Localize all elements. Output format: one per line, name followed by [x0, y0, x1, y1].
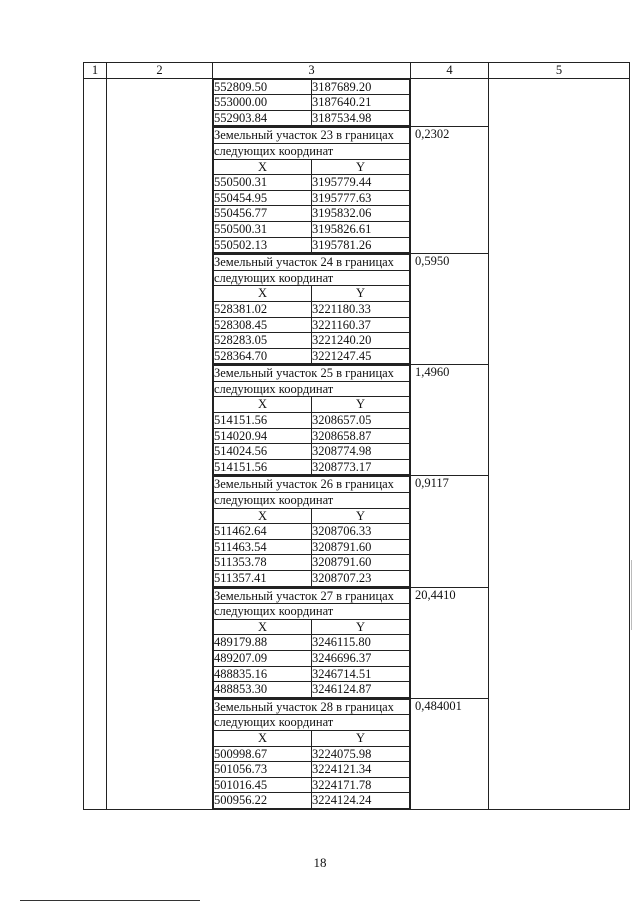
margin-scan-mark: [631, 560, 632, 630]
y-coordinate: 3224075.98: [312, 746, 410, 762]
axis-header-row: [214, 508, 410, 524]
axis-header-row: [214, 286, 410, 302]
coordinate-row: [214, 459, 410, 475]
coordinate-row: [214, 555, 410, 571]
x-coordinate: 511357.41: [214, 571, 312, 587]
y-axis-header: Y: [312, 397, 410, 413]
y-coordinate: 3208773.17: [312, 459, 410, 475]
parcel-caption: следующих координат: [214, 715, 410, 731]
parcel-caption: следующих координат: [214, 381, 410, 397]
parcel-caption-row: [214, 477, 410, 493]
parcel-caption-row: [214, 604, 410, 620]
coordinate-row: [214, 333, 410, 349]
parcel-coordinates-cell: [213, 587, 411, 698]
x-coordinate: 489207.09: [214, 650, 312, 666]
coordinate-row: [214, 79, 410, 95]
parcel-caption: следующих координат: [214, 493, 410, 509]
y-coordinate: 3187689.20: [312, 79, 410, 95]
parcel-caption-row: [214, 699, 410, 715]
x-axis-header: X: [214, 730, 312, 746]
parcel-area: 0,484001: [411, 698, 489, 809]
x-coordinate: 550454.95: [214, 190, 312, 206]
parcel-caption: Земельный участок 26 в границах: [214, 477, 410, 493]
parcel-area: 20,4410: [411, 587, 489, 698]
y-axis-header: Y: [312, 619, 410, 635]
coordinate-row: [214, 348, 410, 364]
column-5-cell: [489, 78, 630, 809]
coordinate-row: [214, 206, 410, 222]
x-coordinate: 488835.16: [214, 666, 312, 682]
y-coordinate: 3195781.26: [312, 237, 410, 253]
parcel-caption: Земельный участок 27 в границах: [214, 588, 410, 604]
parcel-caption-row: [214, 366, 410, 382]
coordinate-list: [213, 588, 410, 698]
y-coordinate: 3208791.60: [312, 555, 410, 571]
column-1-cell: [84, 78, 107, 809]
column-1-header: 1: [84, 63, 107, 79]
parcel-caption-row: [214, 381, 410, 397]
coordinate-row: [214, 777, 410, 793]
y-coordinate: 3208657.05: [312, 413, 410, 429]
y-coordinate: 3195826.61: [312, 221, 410, 237]
x-coordinate: 501016.45: [214, 777, 312, 793]
y-coordinate: 3208791.60: [312, 539, 410, 555]
column-4-header: 4: [411, 63, 489, 79]
parcel-coordinates-cell: [213, 78, 411, 127]
y-coordinate: 3246124.87: [312, 682, 410, 698]
parcel-caption: Земельный участок 28 в границах: [214, 699, 410, 715]
coordinate-row: [214, 762, 410, 778]
coordinate-row: [214, 175, 410, 191]
x-axis-header: X: [214, 508, 312, 524]
y-coordinate: 3246115.80: [312, 635, 410, 651]
coordinate-list: [213, 476, 410, 586]
coordinate-list: [213, 254, 410, 364]
parcel-coordinates-cell: [213, 476, 411, 587]
parcel-coordinates-cell: [213, 254, 411, 365]
parcel-caption: Земельный участок 24 в границах: [214, 255, 410, 271]
column-3-header: 3: [213, 63, 411, 79]
coordinate-row: [214, 682, 410, 698]
coordinate-row: [214, 237, 410, 253]
x-axis-header: X: [214, 286, 312, 302]
x-coordinate: 550500.31: [214, 221, 312, 237]
coordinate-row: [214, 110, 410, 126]
axis-header-row: [214, 397, 410, 413]
x-coordinate: 488853.30: [214, 682, 312, 698]
y-axis-header: Y: [312, 159, 410, 175]
y-coordinate: 3195832.06: [312, 206, 410, 222]
x-coordinate: 514151.56: [214, 459, 312, 475]
parcel-caption-row: [214, 715, 410, 731]
parcel-caption: следующих координат: [214, 143, 410, 159]
y-axis-header: Y: [312, 730, 410, 746]
coordinate-row: [214, 190, 410, 206]
parcel-caption-row: [214, 270, 410, 286]
page-number: 18: [313, 855, 327, 870]
coordinate-row: [214, 221, 410, 237]
x-coordinate: 511463.54: [214, 539, 312, 555]
x-coordinate: 489179.88: [214, 635, 312, 651]
coordinate-list: [213, 127, 410, 253]
coordinate-row: [214, 571, 410, 587]
coordinate-row: [214, 539, 410, 555]
y-coordinate: 3224171.78: [312, 777, 410, 793]
coordinate-row: [214, 95, 410, 111]
y-coordinate: 3221240.20: [312, 333, 410, 349]
column-5-header: 5: [489, 63, 630, 79]
parcel-caption-row: [214, 588, 410, 604]
coordinate-list: [213, 79, 410, 127]
y-coordinate: 3187640.21: [312, 95, 410, 111]
x-coordinate: 553000.00: [214, 95, 312, 111]
y-coordinate: 3187534.98: [312, 110, 410, 126]
y-coordinate: 3221247.45: [312, 348, 410, 364]
x-coordinate: 528364.70: [214, 348, 312, 364]
axis-header-row: [214, 159, 410, 175]
coordinate-row: [214, 666, 410, 682]
axis-header-row: [214, 619, 410, 635]
x-coordinate: 511462.64: [214, 524, 312, 540]
x-coordinate: 528381.02: [214, 301, 312, 317]
coordinate-row: [214, 650, 410, 666]
column-number-row: [84, 63, 630, 79]
parcel-area: 0,5950: [411, 254, 489, 365]
coordinate-list: [213, 365, 410, 475]
x-coordinate: 514151.56: [214, 413, 312, 429]
x-coordinate: 500956.22: [214, 793, 312, 809]
parcel-coordinates-cell: [213, 127, 411, 254]
x-axis-header: X: [214, 397, 312, 413]
x-coordinate: 514024.56: [214, 444, 312, 460]
y-axis-header: Y: [312, 286, 410, 302]
column-2-cell: [107, 78, 213, 809]
y-coordinate: 3208658.87: [312, 428, 410, 444]
parcel-caption: следующих координат: [214, 604, 410, 620]
coordinate-row: [214, 444, 410, 460]
axis-header-row: [214, 730, 410, 746]
y-coordinate: 3246696.37: [312, 650, 410, 666]
coordinate-row: [214, 413, 410, 429]
parcel-coordinates-cell: [213, 365, 411, 476]
y-coordinate: 3246714.51: [312, 666, 410, 682]
coordinate-row: [214, 428, 410, 444]
x-coordinate: 514020.94: [214, 428, 312, 444]
y-coordinate: 3208706.33: [312, 524, 410, 540]
x-coordinate: 500998.67: [214, 746, 312, 762]
y-coordinate: 3224121.34: [312, 762, 410, 778]
parcel-area: 0,2302: [411, 127, 489, 254]
parcel-caption-row: [214, 128, 410, 144]
parcel-caption-row: [214, 255, 410, 271]
y-coordinate: 3195777.63: [312, 190, 410, 206]
x-axis-header: X: [214, 159, 312, 175]
x-coordinate: 528283.05: [214, 333, 312, 349]
parcel-caption-row: [214, 493, 410, 509]
footer-rule: [20, 900, 200, 901]
parcel-row: [84, 78, 630, 127]
x-axis-header: X: [214, 619, 312, 635]
coordinate-row: [214, 746, 410, 762]
y-axis-header: Y: [312, 508, 410, 524]
column-2-header: 2: [107, 63, 213, 79]
y-coordinate: 3208774.98: [312, 444, 410, 460]
y-coordinate: 3195779.44: [312, 175, 410, 191]
coordinate-row: [214, 635, 410, 651]
y-coordinate: 3224124.24: [312, 793, 410, 809]
parcel-area: 0,9117: [411, 476, 489, 587]
parcel-coordinates-cell: [213, 698, 411, 809]
x-coordinate: 528308.45: [214, 317, 312, 333]
parcel-area: [411, 78, 489, 127]
x-coordinate: 501056.73: [214, 762, 312, 778]
x-coordinate: 550456.77: [214, 206, 312, 222]
y-coordinate: 3221180.33: [312, 301, 410, 317]
parcel-caption: Земельный участок 23 в границах: [214, 128, 410, 144]
coordinate-row: [214, 317, 410, 333]
x-coordinate: 550500.31: [214, 175, 312, 191]
x-coordinate: 511353.78: [214, 555, 312, 571]
x-coordinate: 550502.13: [214, 237, 312, 253]
coordinate-row: [214, 524, 410, 540]
x-coordinate: 552903.84: [214, 110, 312, 126]
coordinate-row: [214, 301, 410, 317]
parcel-area: 1,4960: [411, 365, 489, 476]
parcel-caption-row: [214, 143, 410, 159]
coordinate-list: [213, 699, 410, 809]
y-coordinate: 3208707.23: [312, 571, 410, 587]
coordinate-row: [214, 793, 410, 809]
parcel-caption: следующих координат: [214, 270, 410, 286]
y-coordinate: 3221160.37: [312, 317, 410, 333]
parcel-caption: Земельный участок 25 в границах: [214, 366, 410, 382]
x-coordinate: 552809.50: [214, 79, 312, 95]
coordinates-table: [83, 62, 630, 810]
